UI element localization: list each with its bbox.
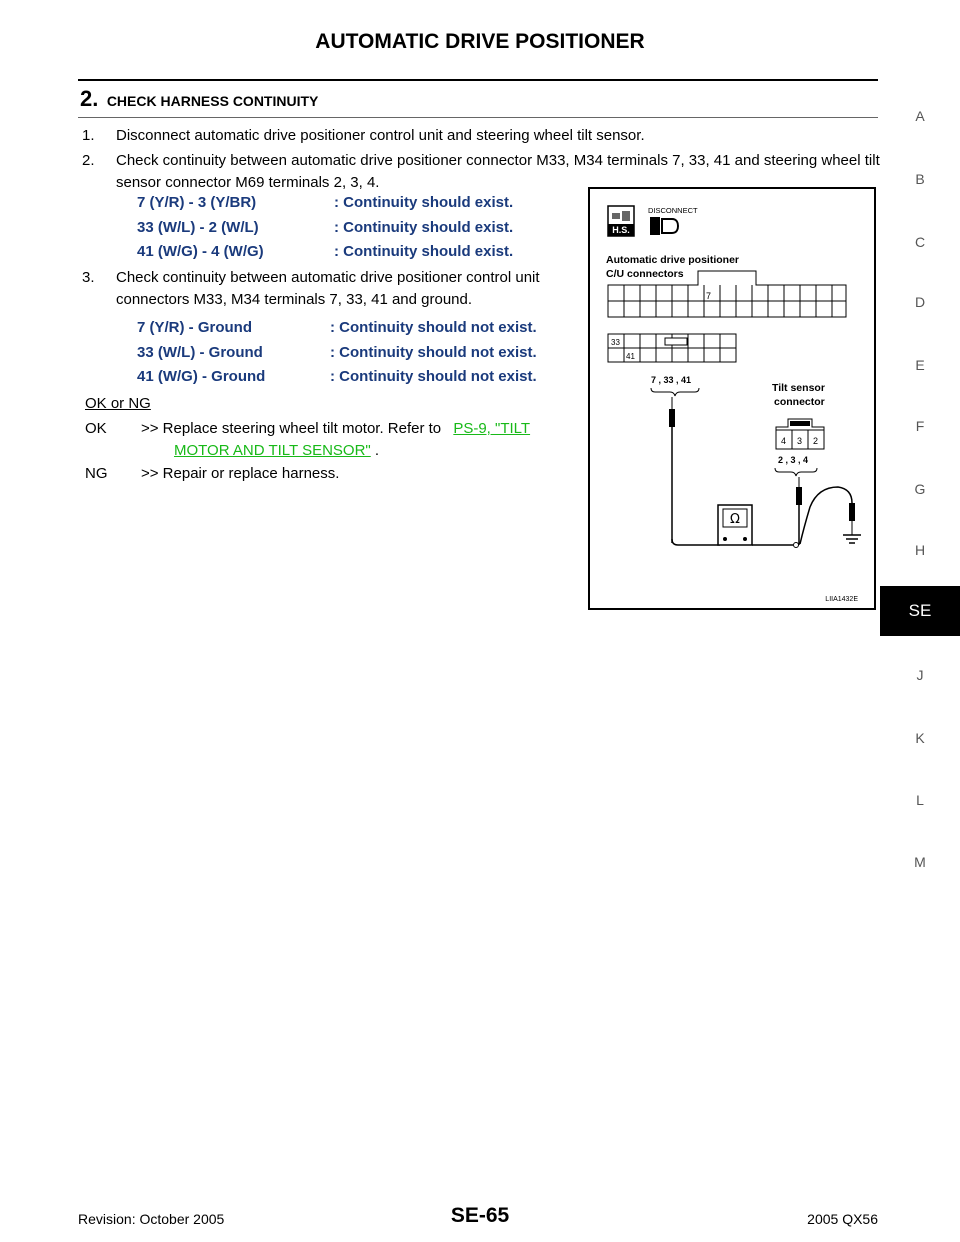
ok-code: OK (85, 420, 107, 437)
instruction-text: Disconnect automatic drive positioner control unit and steering wheel tilt sensor. (116, 127, 645, 144)
spec-result: : Continuity should not exist. (330, 319, 537, 336)
cu-label-line-2: C/U connectors (606, 268, 684, 280)
instruction-3 (82, 267, 582, 311)
spec-result: : Continuity should exist. (334, 194, 514, 211)
tab-c[interactable]: C (914, 234, 926, 250)
model-year: 2005 QX56 (807, 1211, 878, 1227)
spec-terminals: 41 (W/G) - Ground (137, 368, 266, 385)
tab-g[interactable]: G (914, 481, 926, 497)
pin-7-label: 7 (706, 291, 712, 301)
tilt-pin-4: 4 (781, 436, 787, 446)
ground-spec-table (137, 316, 537, 390)
spec-terminals: 7 (Y/R) - 3 (Y/BR) (137, 194, 257, 211)
step-rule (78, 117, 878, 118)
tab-k[interactable]: K (915, 730, 925, 746)
diagram-code: LIIA1432E (825, 596, 858, 603)
ohmmeter (718, 505, 752, 545)
tab-j[interactable]: J (916, 667, 924, 683)
tab-a[interactable]: A (915, 108, 925, 124)
ps-9-link[interactable]: PS-9, "TILT (453, 420, 531, 437)
step-label: CHECK HARNESS CONTINUITY (106, 93, 319, 109)
tilt-label-line-1: Tilt sensor (772, 382, 825, 394)
tilt-label-line-2: connector (774, 396, 825, 408)
hs-label: H.S. (612, 225, 630, 235)
continuity-diagram (588, 187, 876, 610)
spec-row (137, 240, 513, 265)
spec-result: : Continuity should exist. (334, 218, 514, 236)
pin-41-label: 41 (626, 352, 635, 361)
tab-b[interactable]: B (915, 171, 925, 187)
spec-terminals: 41 (W/G) - 4 (W/G) (137, 243, 264, 260)
spec-row (137, 365, 537, 390)
instruction-number: 1. (82, 127, 95, 144)
spec-row (137, 316, 537, 341)
spec-result: : Continuity should not exist. (330, 368, 537, 385)
revision-date: Revision: October 2005 (78, 1211, 225, 1227)
ok-result (85, 418, 580, 462)
spec-row (137, 216, 513, 241)
ng-result (85, 463, 580, 485)
tilt-terminals-label: 2 , 3 , 4 (778, 455, 809, 465)
tab-m[interactable]: M (914, 854, 926, 870)
spec-row (137, 341, 537, 366)
tab-se[interactable]: SE (880, 586, 960, 636)
cu-terminals-label: 7 , 33 , 41 (651, 375, 692, 385)
continuity-spec-table (137, 191, 513, 265)
page-title: AUTOMATIC DRIVE POSITIONER (315, 30, 645, 53)
ok-ng-title: OK or NG (85, 395, 151, 412)
spec-terminals: 7 (Y/R) - Ground (137, 319, 252, 336)
step-number: 2. (80, 86, 99, 111)
ng-action: >> Repair or replace harness. (141, 465, 340, 482)
spec-row (137, 191, 513, 216)
ohm-icon: Ω (730, 512, 740, 527)
ok-tail: . (370, 442, 380, 459)
hs-icon (608, 206, 634, 236)
pin-33-label: 33 (611, 338, 620, 347)
header-rule (78, 79, 878, 81)
instruction-text: Check continuity between automatic drive positioner connector M33, M34 terminals 7, 33, 41 and steering wheel tilt sensor connector M69 terminals 2, 3, 4. (116, 152, 880, 191)
instruction-number: 2. (82, 152, 95, 169)
spec-terminals: 33 (W/L) - 2 (W/L) (137, 218, 259, 236)
tab-h[interactable]: H (914, 542, 926, 558)
tab-f[interactable]: F (915, 418, 925, 434)
ok-action: >> Replace steering wheel tilt motor. Refer to (141, 420, 442, 437)
spec-result: : Continuity should not exist. (330, 343, 537, 361)
page-number: SE-65 (450, 1204, 510, 1227)
tab-l[interactable]: L (916, 792, 924, 808)
ps-9-link-continued[interactable]: MOTOR AND TILT SENSOR" (174, 442, 371, 459)
tilt-pin-2: 2 (813, 436, 819, 446)
tab-e[interactable]: E (915, 357, 925, 373)
instruction-text: Check continuity between automatic drive positioner control unit connectors M33, M34 terminals 7, 33, 41 and ground. (116, 269, 540, 308)
instruction-number: 3. (82, 269, 95, 286)
spec-terminals: 33 (W/L) - Ground (137, 343, 263, 361)
instruction-1 (82, 125, 882, 147)
tilt-pin-3: 3 (797, 436, 803, 446)
ng-code: NG (85, 465, 108, 482)
tab-d[interactable]: D (914, 294, 926, 310)
disconnect-label: DISCONNECT (648, 206, 698, 215)
step-heading (80, 86, 318, 112)
spec-result: : Continuity should exist. (334, 243, 514, 260)
cu-label-line-1: Automatic drive positioner (606, 254, 740, 266)
